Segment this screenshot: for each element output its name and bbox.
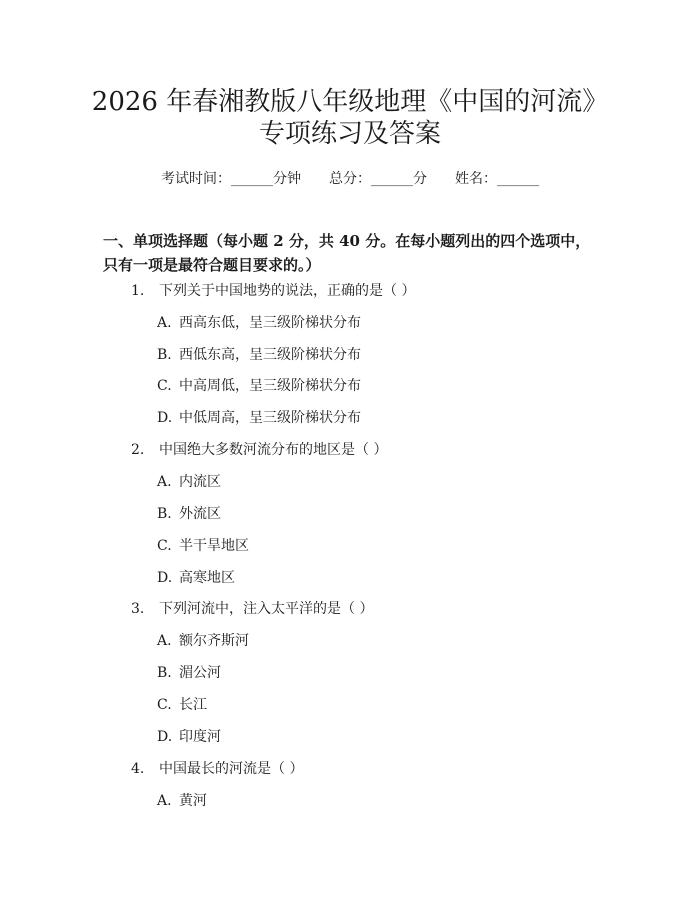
option-letter: D. [157,410,173,426]
question-2-option-a [157,473,221,491]
document-title-line-1: 2026 年春湘教版八年级地理《中国的河流》 [91,87,609,117]
option-letter: B. [157,665,172,681]
question-3-option-a [157,632,249,650]
option-text: 半干旱地区 [179,538,249,554]
question-1-option-c [157,377,361,395]
document-title-line-2: 专项练习及答案 [258,119,441,149]
question-1-option-d [157,409,361,427]
question-2-option-c [157,537,249,555]
option-letter: A. [157,474,172,490]
question-number: 1. [131,283,145,299]
question-3-option-d [157,728,221,746]
option-letter: D. [157,570,173,586]
option-text: 长江 [179,697,207,713]
option-text: 湄公河 [179,665,221,681]
option-text: 西低东高，呈三级阶梯状分布 [179,347,361,363]
option-letter: B. [157,347,172,363]
student-name-field: 姓名：______ [455,171,539,187]
option-text: 内流区 [179,474,221,490]
option-letter: C. [157,378,172,394]
question-2-option-d [157,569,235,587]
question-text: 中国最长的河流是（ ） [159,761,304,777]
exam-time-field: 考试时间：______分钟 [161,171,301,187]
option-letter: C. [157,697,172,713]
total-score-field: 总分：______分 [329,171,427,187]
option-text: 中高周低，呈三级阶梯状分布 [179,378,361,394]
question-2-option-b [157,505,221,523]
question-2 [131,441,387,459]
option-text: 西高东低，呈三级阶梯状分布 [179,315,361,331]
option-text: 黄河 [179,793,207,809]
option-text: 外流区 [179,506,221,522]
question-text: 中国绝大多数河流分布的地区是（ ） [159,442,388,458]
option-text: 中低周高，呈三级阶梯状分布 [179,410,361,426]
option-letter: A. [157,793,172,809]
question-text: 下列河流中，注入太平洋的是（ ） [159,601,374,617]
question-4 [131,760,303,778]
exam-meta [0,170,700,188]
question-3-option-c [157,696,207,714]
question-text: 下列关于中国地势的说法，正确的是（ ） [159,283,416,299]
option-text: 额尔齐斯河 [179,633,249,649]
question-number: 4. [131,761,145,777]
question-3-option-b [157,664,221,682]
question-4-option-a [157,792,207,810]
section-heading: 一、单项选择题（每小题 2 分，共 40 分。在每小题列出的四个选项中，只有一项是最符合题目要求的。） [103,232,591,274]
option-letter: A. [157,633,172,649]
option-text: 高寒地区 [179,570,235,586]
question-1 [131,282,415,300]
option-letter: C. [157,538,172,554]
option-letter: A. [157,315,172,331]
question-1-option-a [157,314,361,332]
option-letter: D. [157,729,173,745]
question-number: 3. [131,601,145,617]
option-letter: B. [157,506,172,522]
option-text: 印度河 [179,729,221,745]
question-number: 2. [131,442,145,458]
question-3 [131,600,373,618]
question-1-option-b [157,346,361,364]
